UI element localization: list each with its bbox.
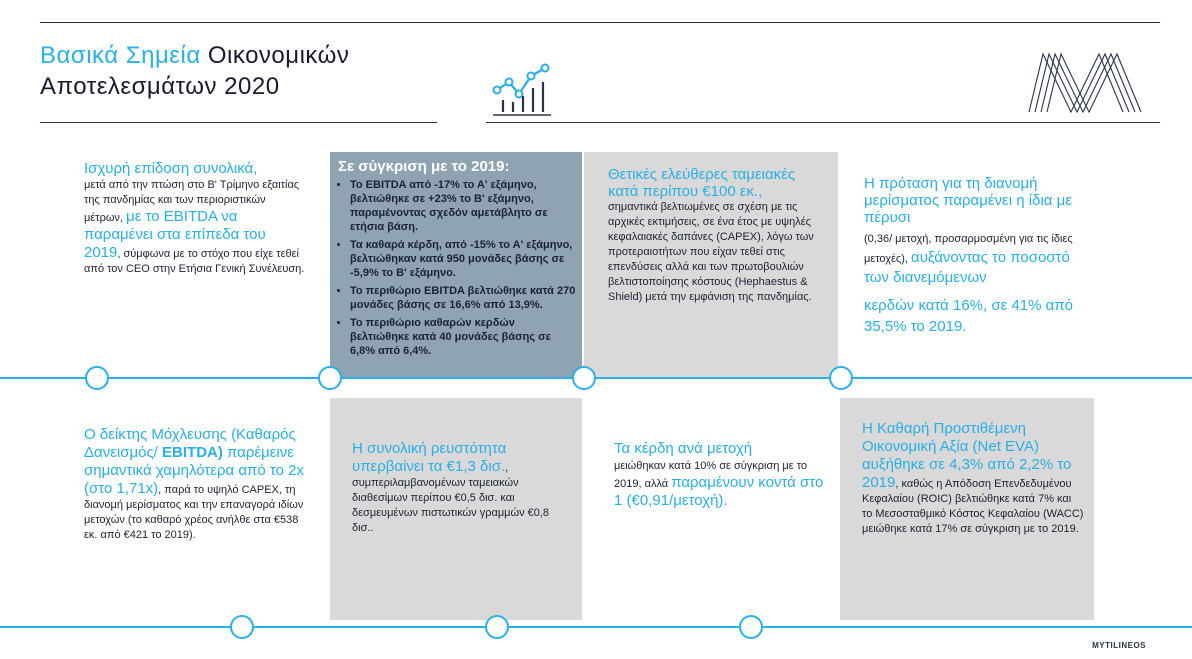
dividend-text: (0,36/ μετοχή, προσαρμοσμένη για τις ίδιες μετοχές), xyxy=(864,233,1073,265)
ebitda-highlight: με το EBITDA να παραμένει στα επίπεδα του 2019 xyxy=(84,208,266,261)
liquidity-text: , συμπεριλαμβανομένων ταμειακών διαθεσίμων περίπου €0,5 δισ. και δεσμευμένων πιστωτικών γραμμών €0,8 δισ.. xyxy=(352,462,550,534)
timeline-node xyxy=(572,366,596,390)
leverage-heading-bold: EBITDA) xyxy=(162,444,223,461)
eva-heading: Η Καθαρή Προστιθέμενη Οικονομική Αξία (Net EVA) αυξήθηκε σε 4,3% από 2,2% το 2019 xyxy=(862,420,1072,491)
leverage-text: , παρά το υψηλό CAPEX, τη διανομή μερίσματος και την επαναγορά ιδίων μετοχών (το καθαρό χρέος ανήλθε στα €538 εκ. από €421 το 2019). xyxy=(84,484,304,541)
growth-chart-icon xyxy=(487,60,557,124)
icon-underline xyxy=(486,122,1160,123)
leverage-highlight: παρέμεινε σημαντικά χαμηλότερα από το 2x (στο 1,71x) xyxy=(84,444,304,497)
timeline-node xyxy=(318,366,342,390)
block-free-cashflow xyxy=(608,166,826,305)
title-line2: Αποτελεσμάτων 2020 xyxy=(40,73,280,100)
dividend-heading: Η πρόταση για τη διανομή μερίσματος παραμένει η ίδια με πέρυσι xyxy=(864,175,1072,226)
eps-heading: Τα κέρδη ανά μετοχή xyxy=(614,440,753,457)
page-title xyxy=(40,40,460,102)
comparison-bullet: • Το περιθώριο EBITDA βελτιώθηκε κατά 270 μονάδες βάσης σε 16,6% από 13,9%. xyxy=(350,284,576,312)
comparison-bullet: • Τα καθαρά κέρδη, από -15% το Α' εξάμηνο, βελτιώθηκαν κατά 950 μονάδες βάσης σε -5,9% το Β' εξάμηνο. xyxy=(350,238,576,280)
strong-performance-heading: Ισχυρή επίδοση συνολικά, xyxy=(84,160,258,177)
strong-performance-text2: , σύμφωνα με το στόχο που είχε τεθεί από τον CEO στην Ετήσια Γενική Συνέλευση. xyxy=(84,248,305,275)
block-strong-performance xyxy=(84,160,306,277)
timeline-node xyxy=(230,615,254,639)
eps-text: μειώθηκαν κατά 10% σε σύγκριση με το 2019, αλλά xyxy=(614,460,808,490)
eva-text: , καθώς η Απόδοση Επενδεδυμένου Κεφαλαίου (ROIC) βελτιώθηκε κατά 7% και το Μεσοσταθμικό Κόστος Κεφαλαίου (WACC) μειώθηκε κατά 17% σε σύγκριση με το 2019. xyxy=(862,478,1084,535)
cashflow-heading: Θετικές ελεύθερες ταμειακές κατά περίπου €100 εκ., xyxy=(608,166,796,200)
dividend-highlight: αυξάνοντας το ποσοστό των διανεμόμενων xyxy=(864,249,1070,286)
timeline-top xyxy=(0,377,1192,379)
timeline-bottom xyxy=(0,626,1192,628)
liquidity-heading: Η συνολική ρευστότητα υπερβαίνει τα €1,3 δισ. xyxy=(352,440,507,475)
strong-performance-text: μετά από την πτώση στο Β' Τρίμηνο εξαιτίας της πανδημίας και των περιοριστικών μέτρων, xyxy=(84,179,300,224)
title-highlight: Βασικά Σημεία xyxy=(40,42,201,69)
title-underline xyxy=(40,122,437,123)
timeline-node xyxy=(85,366,109,390)
top-rule xyxy=(40,22,1160,23)
cashflow-text: σημαντικά βελτιωμένες σε σχέση με τις αρχικές εκτιμήσεις, σε ένα έτος με υψηλές κεφαλαιακές δαπάνες (CAPEX), λόγω των προτεραιοτήτων που είχαν τεθεί στις επενδύσεις αλλά και των πρωτοβουλιών βελτιστοποίησης κόστους (Hephaestus & Shield) μετά την εμφάνιση της πανδημίας. xyxy=(608,201,814,303)
timeline-node xyxy=(739,615,763,639)
block-eps xyxy=(614,440,824,510)
timeline-node xyxy=(829,366,853,390)
comparison-bullet: • Το EBITDA από -17% το Α' εξάμηνο, βελτιώθηκε σε +23% το Β' εξάμηνο, παραμένοντας σχεδόν αμετάβλητο σε ετήσια βάση. xyxy=(350,178,576,234)
block-liquidity xyxy=(352,440,568,536)
dividend-highlight2: κερδών κατά 16%, σε 41% από 35,5% το 2019. xyxy=(864,297,1074,335)
title-part2: Οικονομικών xyxy=(200,42,350,69)
eps-highlight: παραμένουν κοντά στο 1 (€0,91/μετοχή). xyxy=(614,474,824,509)
block-dividend xyxy=(864,175,1094,337)
block-net-eva xyxy=(862,420,1084,537)
timeline-node xyxy=(485,615,509,639)
comparison-title: Σε σύγκριση με το 2019: xyxy=(338,158,510,175)
block-comparison-2019 xyxy=(338,158,576,362)
leverage-heading: Ο δείκτης Μόχλευσης (Καθαρός Δανεισμός/ xyxy=(84,426,296,461)
footer-brand: MYTILINEOS xyxy=(1092,641,1146,650)
block-leverage xyxy=(84,426,306,543)
mytilineos-logo-icon xyxy=(1025,52,1153,114)
comparison-bullet: • Το περιθώριο καθαρών κερδών βελτιώθηκε κατά 40 μονάδες βάσης σε 6,8% από 6,4%. xyxy=(350,316,576,358)
